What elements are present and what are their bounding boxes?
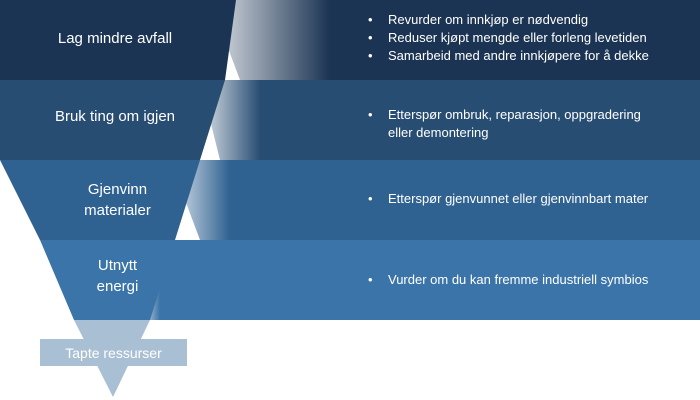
tier-label-text: Gjenvinn [87, 181, 148, 198]
tier-bullets-recycle [368, 190, 648, 208]
bullet-item: • Reduser kjøpt mengde eller forleng levetiden [368, 29, 649, 47]
bullet-item: • Etterspør gjenvunnet eller gjenvinnbart mater [368, 190, 648, 208]
lost-resources-label: Tapte ressurser [65, 344, 162, 361]
tier-bullets-reuse [368, 106, 641, 142]
tier-label-reuse [15, 80, 215, 152]
tier-bullets-reduce [368, 11, 649, 65]
tier-label-energy [35, 236, 200, 316]
tier-label-text: energi [96, 278, 139, 295]
lost-resources-box [40, 339, 187, 366]
bullet-item: • Etterspør ombruk, reparasjon, oppgradering eller demontering [368, 106, 641, 142]
tier-label-text: Utnytt [97, 257, 138, 274]
bullet-item: • Revurder om innkjøp er nødvendig [368, 11, 649, 29]
tier-label-text: materialer [84, 202, 151, 219]
tier-bullets-energy [368, 271, 648, 289]
tier-label-reduce [20, 0, 210, 76]
tier-label-text: Bruk ting om igjen [54, 107, 176, 125]
bullet-item: • Samarbeid med andre innkjøpere for å dekke [368, 47, 649, 65]
bullet-item: • Vurder om du kan fremme industriell symbios [368, 271, 648, 289]
tier-label-text: Lag mindre avfall [57, 29, 173, 47]
tier-label-recycle [30, 160, 205, 240]
